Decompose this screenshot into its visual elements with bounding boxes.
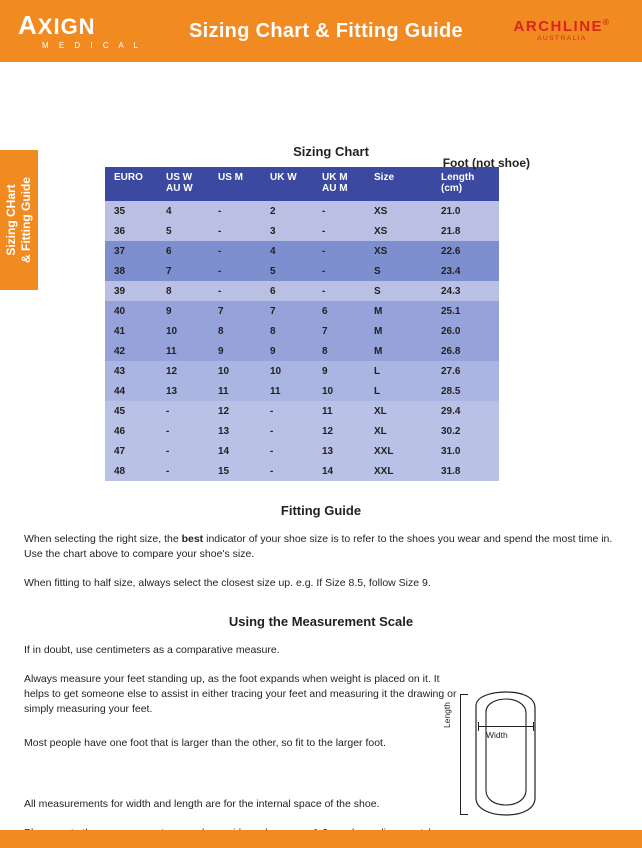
table-cell: - bbox=[261, 421, 313, 441]
archline-logo bbox=[492, 19, 642, 43]
table-cell: 30.2 bbox=[427, 421, 499, 441]
table-cell: 29.4 bbox=[427, 401, 499, 421]
column-header-length bbox=[427, 167, 499, 201]
table-cell: M bbox=[365, 321, 427, 341]
table-row bbox=[105, 381, 499, 401]
table-row bbox=[105, 361, 499, 381]
column-header-uk-w bbox=[261, 167, 313, 201]
table-row bbox=[105, 281, 499, 301]
table-cell: XL bbox=[365, 421, 427, 441]
table-cell: 9 bbox=[209, 341, 261, 361]
table-cell: 28.5 bbox=[427, 381, 499, 401]
table-cell: 39 bbox=[105, 281, 157, 301]
table-cell: - bbox=[209, 221, 261, 241]
table-cell: 44 bbox=[105, 381, 157, 401]
table-cell: 11 bbox=[157, 341, 209, 361]
table-row bbox=[105, 401, 499, 421]
column-header-length-label: Length bbox=[441, 172, 475, 183]
table-cell: L bbox=[365, 381, 427, 401]
table-cell: 13 bbox=[313, 441, 365, 461]
table-header-row bbox=[105, 167, 499, 201]
table-cell: 7 bbox=[261, 301, 313, 321]
table-cell: 24.3 bbox=[427, 281, 499, 301]
table-cell: 10 bbox=[209, 361, 261, 381]
table-cell: 14 bbox=[313, 461, 365, 481]
table-cell: - bbox=[157, 421, 209, 441]
table-cell: 22.6 bbox=[427, 241, 499, 261]
table-cell: 6 bbox=[313, 301, 365, 321]
table-cell: 7 bbox=[157, 261, 209, 281]
table-cell: 7 bbox=[313, 321, 365, 341]
table-cell: - bbox=[261, 401, 313, 421]
table-cell: 14 bbox=[209, 441, 261, 461]
table-cell: 42 bbox=[105, 341, 157, 361]
column-header-size-label: Size bbox=[374, 172, 395, 183]
table-cell: 10 bbox=[313, 381, 365, 401]
table-cell: 8 bbox=[157, 281, 209, 301]
axign-medical-logo bbox=[0, 12, 160, 50]
table-cell: 9 bbox=[313, 361, 365, 381]
length-bracket-top bbox=[460, 694, 468, 695]
table-cell: - bbox=[313, 261, 365, 281]
table-cell: 25.1 bbox=[427, 301, 499, 321]
table-cell: 47 bbox=[105, 441, 157, 461]
measurement-paragraph-2: Always measure your feet standing up, as the foot expands when weight is placed on it. It helps to get someone else to assist in either tracing your feet and measuring it the drawing or simply measuring your feet. bbox=[24, 672, 457, 716]
table-cell: XS bbox=[365, 241, 427, 261]
table-cell: 26.8 bbox=[427, 341, 499, 361]
table-cell: L bbox=[365, 361, 427, 381]
table-cell: - bbox=[261, 461, 313, 481]
table-row bbox=[105, 441, 499, 461]
measurement-paragraph-3: Most people have one foot that is larger than the other, so fit to the larger foot. bbox=[24, 736, 386, 749]
fitting-guide-p1-before: When selecting the right size, the bbox=[24, 533, 182, 545]
table-row bbox=[105, 461, 499, 481]
fitting-guide-heading: Fitting Guide bbox=[280, 503, 362, 518]
table-cell: XS bbox=[365, 221, 427, 241]
table-cell: 4 bbox=[157, 201, 209, 221]
table-cell: 11 bbox=[313, 401, 365, 421]
table-cell: - bbox=[313, 221, 365, 241]
table-cell: - bbox=[209, 201, 261, 221]
table-cell: 35 bbox=[105, 201, 157, 221]
length-bracket-line bbox=[460, 694, 461, 814]
table-cell: 37 bbox=[105, 241, 157, 261]
table-cell: 6 bbox=[157, 241, 209, 261]
measurement-paragraph-1: If in doubt, use centimeters as a comparative measure. bbox=[24, 643, 280, 656]
table-cell: 10 bbox=[157, 321, 209, 341]
table-row bbox=[105, 201, 499, 221]
column-header-uk-m bbox=[313, 167, 365, 201]
table-cell: 36 bbox=[105, 221, 157, 241]
column-header-us-w-label: US W bbox=[166, 172, 193, 183]
column-header-us-m bbox=[209, 167, 261, 201]
table-cell: - bbox=[157, 461, 209, 481]
table-cell: 8 bbox=[209, 321, 261, 341]
diagram-length-label: Length bbox=[442, 702, 452, 728]
diagram-width-label: Width bbox=[486, 730, 508, 740]
table-cell: XS bbox=[365, 201, 427, 221]
table-cell: 9 bbox=[157, 301, 209, 321]
fitting-guide-p1-emphasis: best bbox=[181, 533, 204, 545]
table-cell: 5 bbox=[261, 261, 313, 281]
table-cell: 4 bbox=[261, 241, 313, 261]
table-cell: 46 bbox=[105, 421, 157, 441]
table-cell: 8 bbox=[313, 341, 365, 361]
table-cell: 21.8 bbox=[427, 221, 499, 241]
page-title: Sizing Chart & Fitting Guide bbox=[189, 19, 463, 42]
table-cell: - bbox=[209, 241, 261, 261]
table-cell: XXL bbox=[365, 461, 427, 481]
table-cell: - bbox=[157, 441, 209, 461]
column-header-uk-m-label: UK M bbox=[322, 172, 348, 183]
foot-not-shoe-label: Foot (not shoe) bbox=[442, 156, 530, 170]
table-cell: - bbox=[313, 281, 365, 301]
table-cell: 45 bbox=[105, 401, 157, 421]
table-row bbox=[105, 261, 499, 281]
archline-logo-subtitle: AUSTRALIA bbox=[537, 35, 587, 43]
fitting-guide-paragraph-1 bbox=[24, 532, 618, 562]
column-header-size bbox=[365, 167, 427, 201]
table-cell: 13 bbox=[209, 421, 261, 441]
table-cell: 12 bbox=[157, 361, 209, 381]
axign-logo-initial: A bbox=[18, 10, 38, 40]
table-cell: 8 bbox=[261, 321, 313, 341]
table-row bbox=[105, 301, 499, 321]
table-cell: 7 bbox=[209, 301, 261, 321]
table-cell: 15 bbox=[209, 461, 261, 481]
table-row bbox=[105, 341, 499, 361]
column-header-euro-label: EURO bbox=[114, 172, 143, 183]
side-tab-line1: Sizing CHart bbox=[4, 184, 18, 256]
axign-logo-rest: XIGN bbox=[37, 14, 96, 39]
measurement-paragraph-4: All measurements for width and length are for the internal space of the shoe. bbox=[24, 797, 380, 810]
archline-logo-wordmark bbox=[492, 19, 632, 34]
table-cell: 3 bbox=[261, 221, 313, 241]
table-cell: - bbox=[209, 281, 261, 301]
table-cell: - bbox=[261, 441, 313, 461]
table-cell: 38 bbox=[105, 261, 157, 281]
column-header-length-sub: (cm) bbox=[441, 183, 463, 194]
axign-logo-subtitle: M E D I C A L bbox=[41, 41, 142, 50]
table-cell: 27.6 bbox=[427, 361, 499, 381]
footer-bar bbox=[0, 830, 642, 848]
column-header-us-m-label: US M bbox=[218, 172, 243, 183]
measurement-scale-heading: Using the Measurement Scale bbox=[228, 613, 414, 629]
fitting-guide-paragraph-2: When fitting to half size, always select the closest size up. e.g. If Size 8.5, follow Size 9. bbox=[24, 577, 431, 590]
sizing-chart-body bbox=[105, 201, 499, 481]
width-bracket-line bbox=[478, 726, 534, 727]
table-cell: 40 bbox=[105, 301, 157, 321]
table-cell: 12 bbox=[209, 401, 261, 421]
side-tab-line2: & Fitting Guide bbox=[19, 177, 33, 263]
table-cell: M bbox=[365, 341, 427, 361]
width-bracket-right bbox=[533, 722, 534, 731]
table-cell: 23.4 bbox=[427, 261, 499, 281]
table-cell: 9 bbox=[261, 341, 313, 361]
archline-logo-text: ARCHLINE bbox=[513, 18, 604, 36]
table-cell: 26.0 bbox=[427, 321, 499, 341]
table-row bbox=[105, 421, 499, 441]
table-cell: 21.0 bbox=[427, 201, 499, 221]
table-cell: - bbox=[313, 201, 365, 221]
foot-measurement-diagram bbox=[442, 690, 572, 818]
table-row bbox=[105, 221, 499, 241]
table-cell: 31.0 bbox=[427, 441, 499, 461]
table-cell: 43 bbox=[105, 361, 157, 381]
sizing-chart-table bbox=[105, 167, 499, 481]
table-cell: 12 bbox=[313, 421, 365, 441]
table-cell: M bbox=[365, 301, 427, 321]
column-header-euro bbox=[105, 167, 157, 201]
table-cell: 2 bbox=[261, 201, 313, 221]
table-cell: S bbox=[365, 261, 427, 281]
table-cell: 31.8 bbox=[427, 461, 499, 481]
table-cell: - bbox=[313, 241, 365, 261]
table-cell: 13 bbox=[157, 381, 209, 401]
sizing-chart-title: Sizing Chart bbox=[293, 144, 369, 159]
foot-outline-icon bbox=[442, 690, 572, 818]
column-header-uk-m-sub: AU M bbox=[322, 183, 348, 194]
table-cell: XXL bbox=[365, 441, 427, 461]
table-cell: XL bbox=[365, 401, 427, 421]
table-cell: 6 bbox=[261, 281, 313, 301]
table-row bbox=[105, 241, 499, 261]
column-header-uk-w-label: UK W bbox=[270, 172, 297, 183]
table-cell: 10 bbox=[261, 361, 313, 381]
sizing-chart-section bbox=[24, 144, 618, 481]
table-cell: 11 bbox=[209, 381, 261, 401]
table-cell: S bbox=[365, 281, 427, 301]
table-row bbox=[105, 321, 499, 341]
length-bracket-bottom bbox=[460, 814, 468, 815]
width-bracket-left bbox=[478, 722, 479, 731]
table-cell: - bbox=[157, 401, 209, 421]
column-header-us-w bbox=[157, 167, 209, 201]
page-header bbox=[0, 0, 642, 62]
table-cell: 11 bbox=[261, 381, 313, 401]
table-cell: - bbox=[209, 261, 261, 281]
axign-logo-wordmark bbox=[18, 12, 160, 38]
column-header-us-w-sub: AU W bbox=[166, 183, 193, 194]
table-cell: 48 bbox=[105, 461, 157, 481]
fitting-guide-p1-after: indicator of your shoe size is to refer to the shoes you wear and spend the most time in. Use the chart above to compare your shoe's size. bbox=[24, 533, 613, 561]
table-cell: 5 bbox=[157, 221, 209, 241]
table-cell: 41 bbox=[105, 321, 157, 341]
registered-trademark-icon: ® bbox=[603, 18, 611, 28]
